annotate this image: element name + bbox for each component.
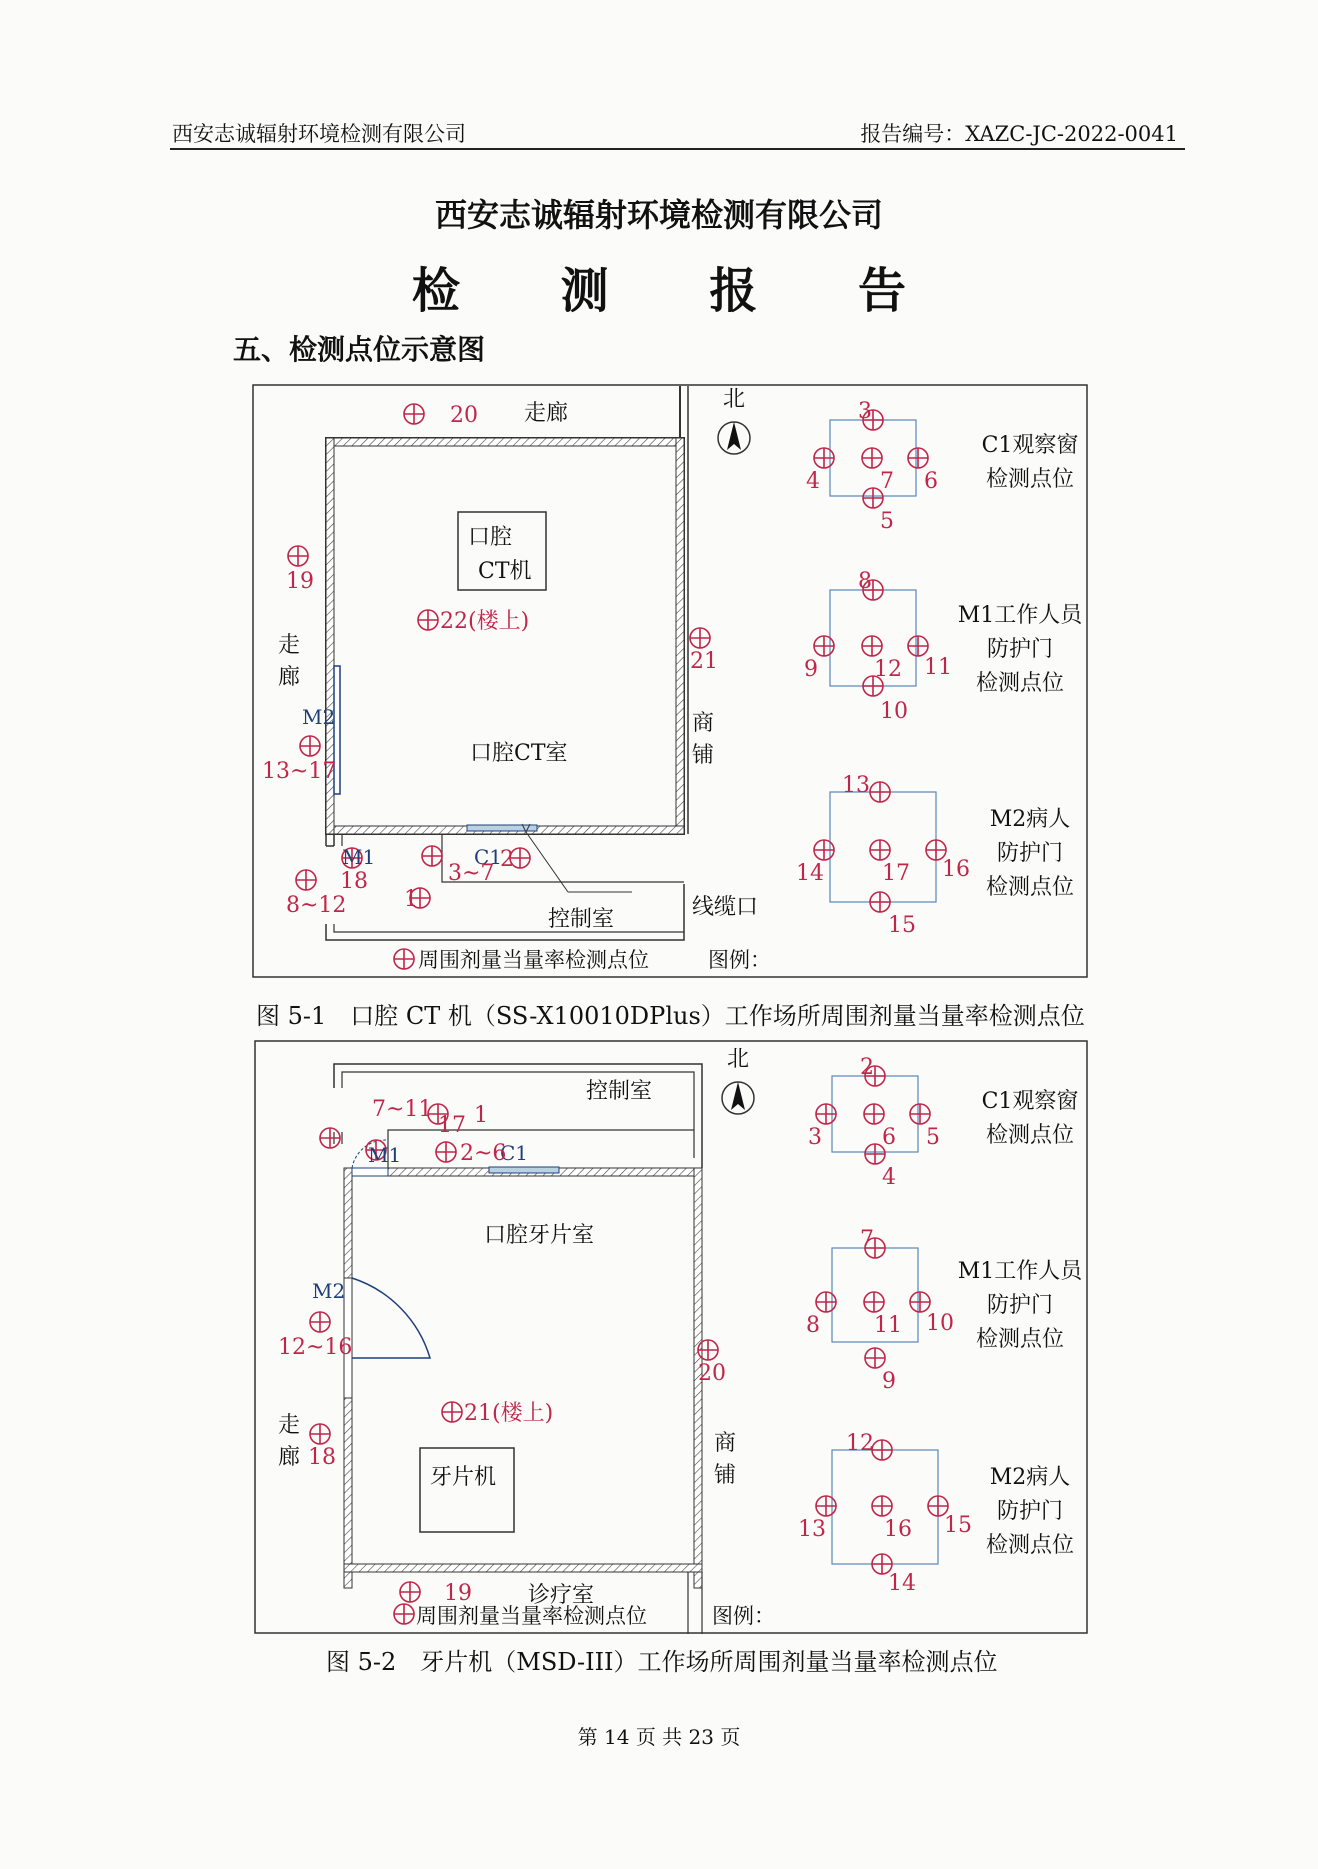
c1-num-top: 3: [858, 399, 872, 424]
f2-c1-num-top: 2: [860, 1055, 874, 1080]
header-company: 西安志诚辐射环境检测有限公司: [172, 122, 466, 146]
figure-2-caption: 图 5-2 牙片机（MSD-III）工作场所周围剂量当量率检测点位: [326, 1648, 998, 1676]
f2-m2-num-right: 15: [944, 1513, 972, 1538]
c1-observation-window-2: [489, 1167, 559, 1173]
m2-group-title-3: 检测点位: [985, 875, 1075, 900]
point-21: [690, 628, 710, 648]
f2-c1-num-left: 3: [808, 1125, 822, 1150]
figure-1-diagram: [252, 384, 1088, 978]
legend-label-2: 图例：: [712, 1604, 775, 1628]
label-shop-2: 铺: [692, 743, 715, 768]
label-corridor-left-2-f2: 廊: [278, 1445, 301, 1470]
point-8-12: [296, 870, 316, 890]
num-13-17: 13~17: [262, 759, 337, 784]
num-19-f2: 19: [444, 1581, 472, 1606]
north-wall: [326, 438, 684, 446]
point-20-f2: [698, 1340, 718, 1360]
m2-door-swing: [352, 1278, 430, 1358]
south-wall-2: [344, 1564, 702, 1572]
f2-m1-num-top: 7: [860, 1227, 874, 1252]
f2-m2-num-left: 13: [798, 1517, 826, 1542]
num-3-7: 3~7: [448, 861, 495, 886]
m2-num-right: 16: [942, 857, 970, 882]
dental-xray-machine-box: [420, 1448, 514, 1532]
f2-m2-group-title-1: M2病人: [989, 1465, 1071, 1490]
header-report-number: 报告编号：XAZC-JC-2022-0041: [860, 122, 1178, 146]
f2-c1-group-title-2: 检测点位: [985, 1123, 1075, 1148]
page-number: 第 14 页 共 23 页: [577, 1725, 741, 1749]
f2-c1-num-center: 6: [882, 1125, 896, 1150]
num-2: 2: [500, 847, 514, 872]
c1-num-right: 6: [924, 469, 938, 494]
label-m2: M2: [302, 705, 336, 729]
label-shop: 商: [692, 711, 715, 736]
figure-2-diagram: [254, 1040, 1088, 1634]
point-19-f2: [400, 1582, 420, 1602]
label-m1-f2: M1: [368, 1143, 402, 1167]
label-machine-2: 牙片机: [430, 1465, 497, 1490]
m1-num-right: 11: [924, 655, 952, 680]
num-18: 18: [340, 869, 368, 894]
m2-group-title-2: 防护门: [996, 841, 1064, 866]
point-12-16: [310, 1312, 330, 1332]
label-north-2: 北: [726, 1047, 750, 1072]
num-18-f2: 18: [308, 1445, 336, 1470]
label-shop-2-f2: 铺: [714, 1463, 737, 1488]
label-corridor-top: 走廊: [524, 401, 569, 426]
num-20: 20: [450, 403, 478, 428]
num-17-f2: 17: [438, 1113, 466, 1138]
label-machine-1: 口腔: [468, 525, 513, 550]
north-arrow-icon-2: [722, 1082, 754, 1114]
f2-m1-num-right: 10: [926, 1311, 954, 1336]
label-corridor-left-2: 廊: [278, 665, 301, 690]
point-3-7: [422, 846, 442, 866]
label-north: 北: [722, 387, 746, 412]
figure-1-frame: [253, 385, 1087, 977]
c1-num-left: 4: [806, 469, 820, 494]
point-18-f2: [310, 1424, 330, 1444]
label-shop-f2: 商: [714, 1431, 737, 1456]
north-arrow-icon: [718, 422, 750, 454]
f2-c1-num-right: 5: [926, 1125, 940, 1150]
num-21-f2: 21(楼上): [464, 1401, 554, 1426]
num-1: 1: [404, 887, 418, 912]
label-c1-f2: C1: [500, 1141, 529, 1165]
m1-num-center: 12: [874, 657, 902, 682]
num-21: 21: [690, 649, 718, 674]
label-corridor-left-f2: 走: [278, 1413, 301, 1438]
point-20: [404, 404, 424, 424]
m2-num-center: 17: [882, 861, 910, 886]
m2-group-title-1: M2病人: [989, 807, 1071, 832]
num-19: 19: [286, 569, 314, 594]
point-19: [288, 546, 308, 566]
label-room: 口腔CT室: [470, 741, 568, 766]
section-heading: 五、检测点位示意图: [233, 333, 486, 366]
m1-num-bottom: 10: [880, 699, 908, 724]
m1-door-2: [352, 1168, 388, 1176]
header-rule: [170, 148, 1185, 150]
label-clinic: 诊疗室: [528, 1583, 595, 1608]
report-title: 检 测 报 告: [411, 263, 949, 319]
m1-num-left: 9: [804, 657, 818, 682]
label-c1: C1: [474, 845, 503, 869]
f2-m1-group-title-2: 防护门: [986, 1293, 1054, 1318]
num-12-16: 12~16: [278, 1335, 353, 1360]
m1-group-title-1: M1工作人员: [957, 603, 1083, 628]
f2-m2-num-center: 16: [884, 1517, 912, 1542]
point-21-f2: [442, 1402, 462, 1422]
m2-num-bottom: 15: [888, 913, 916, 938]
east-wall: [676, 438, 684, 834]
num-20-f2: 20: [698, 1361, 726, 1386]
legend-text-2: 周围剂量当量率检测点位: [416, 1604, 647, 1628]
m1-num-top: 8: [858, 569, 872, 594]
f2-m1-group-title-3: 检测点位: [975, 1327, 1065, 1352]
label-corridor-left: 走: [278, 633, 301, 658]
label-m2-f2: M2: [312, 1279, 346, 1303]
c1-num-center: 7: [880, 469, 894, 494]
m1-group-box: [830, 590, 916, 686]
f2-m2-group-title-3: 检测点位: [985, 1533, 1075, 1558]
m2-num-top: 13: [842, 773, 870, 798]
f2-m2-num-top: 12: [846, 1431, 874, 1456]
f2-m1-num-left: 8: [806, 1313, 820, 1338]
label-room-2: 口腔牙片室: [484, 1223, 595, 1248]
num-1-f2: 1: [474, 1103, 488, 1128]
num-22: 22(楼上): [440, 609, 530, 634]
c1-group-title-2: 检测点位: [985, 467, 1075, 492]
f2-c1-group-title-1: C1观察窗: [981, 1089, 1079, 1114]
legend-point-icon-2: [394, 1604, 414, 1624]
figure-1-caption: 图 5-1 口腔 CT 机（SS-X10010DPlus）工作场所周围剂量当量率检测点位: [256, 1002, 1085, 1030]
legend-text: 周围剂量当量率检测点位: [418, 948, 649, 972]
point-7-11: [320, 1128, 340, 1148]
f2-m1-num-bottom: 9: [882, 1369, 896, 1394]
f2-m1-group-title-1: M1工作人员: [957, 1259, 1083, 1284]
num-2-6: 2~6: [460, 1141, 507, 1166]
label-control-room-2: 控制室: [586, 1079, 653, 1104]
report-company-title: 西安志诚辐射环境检测有限公司: [434, 196, 883, 234]
point-22: [418, 610, 438, 630]
f2-m1-num-center: 11: [874, 1313, 902, 1338]
label-m1: M1: [342, 845, 376, 869]
legend-label: 图例：: [708, 948, 771, 972]
legend-point-icon: [394, 949, 414, 969]
m1-group-title-3: 检测点位: [975, 671, 1065, 696]
c1-group-title-1: C1观察窗: [981, 433, 1079, 458]
f2-c1-num-bottom: 4: [882, 1165, 896, 1190]
point-13-17: [300, 736, 320, 756]
c1-num-bottom: 5: [880, 509, 894, 534]
num-7-11: 7~11: [372, 1097, 433, 1122]
label-control-room: 控制室: [548, 907, 615, 932]
m2-num-left: 14: [796, 861, 824, 886]
label-cable-port: 线缆口: [692, 895, 759, 920]
f2-m2-group-title-2: 防护门: [996, 1499, 1064, 1524]
label-machine-2: CT机: [478, 559, 532, 584]
num-8-12: 8~12: [286, 893, 347, 918]
point-2-6: [436, 1142, 456, 1162]
f2-m2-num-bottom: 14: [888, 1571, 916, 1596]
m1-group-title-2: 防护门: [986, 637, 1054, 662]
